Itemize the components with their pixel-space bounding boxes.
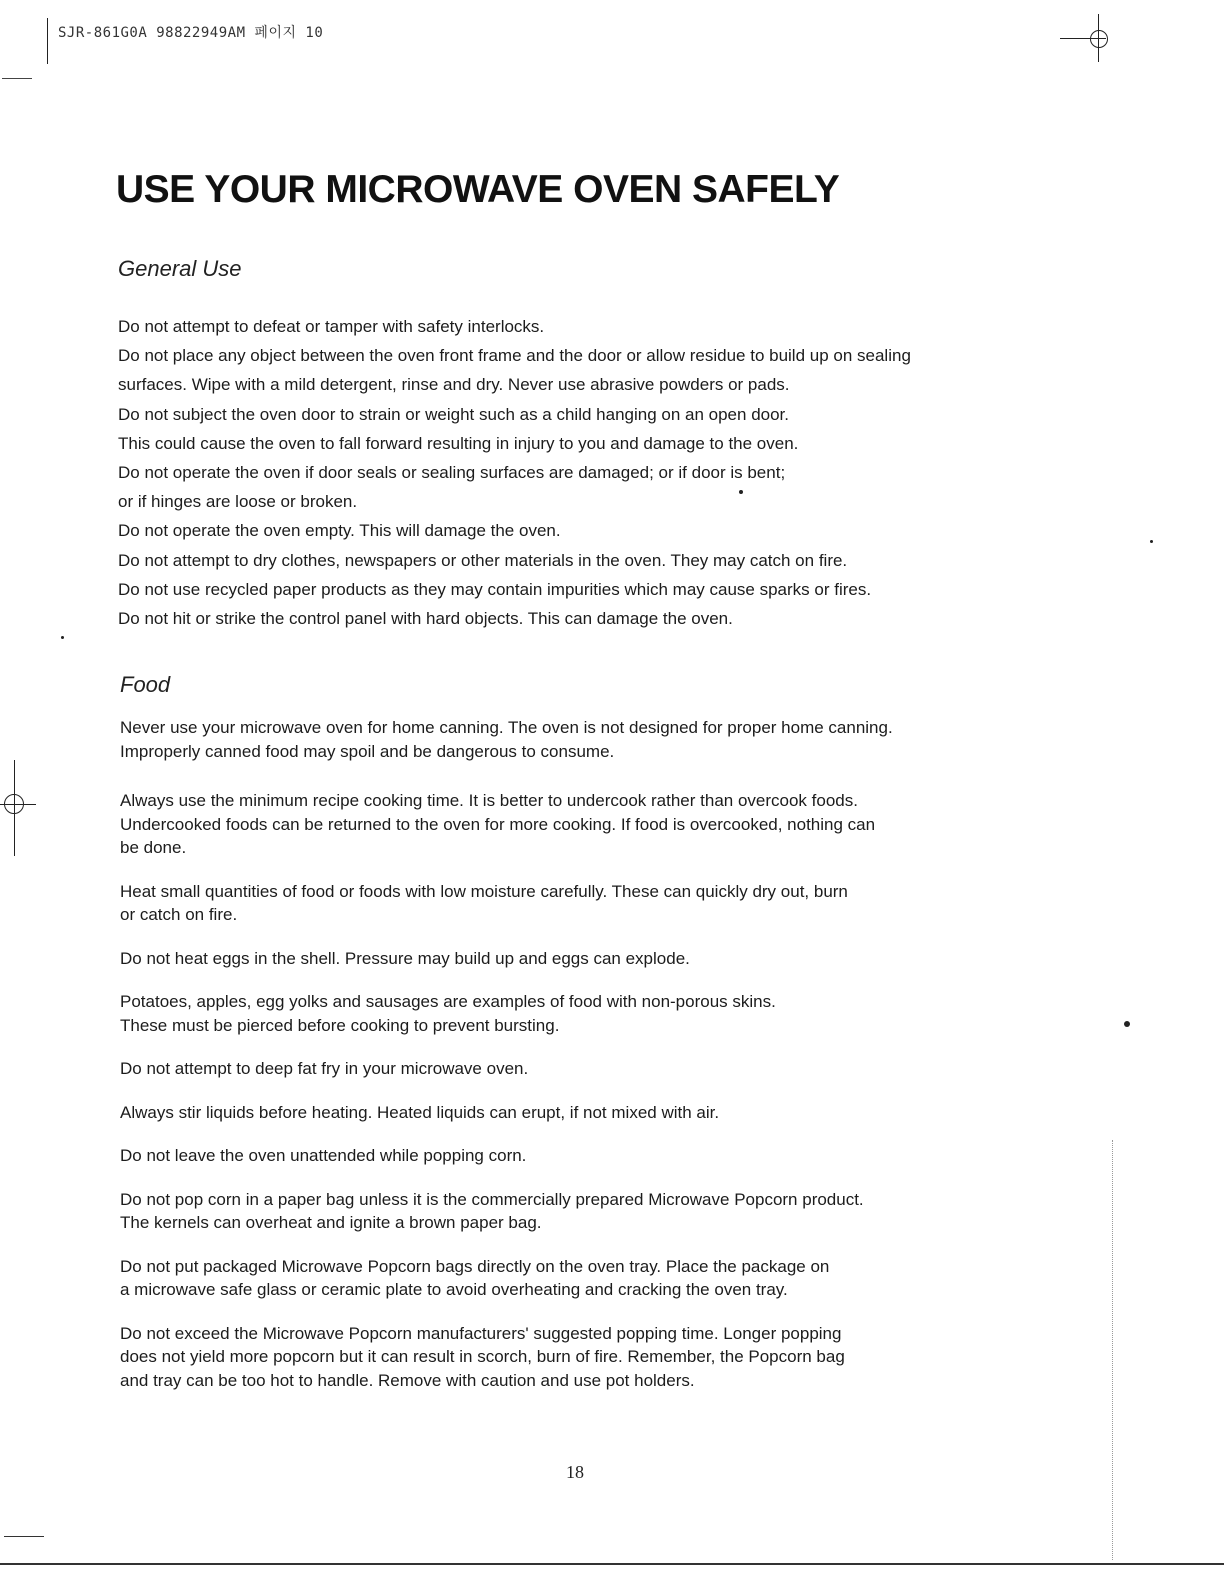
print-header-code: SJR-861G0A 98822949AM 페이지 10 (58, 25, 324, 41)
page-title: USE YOUR MICROWAVE OVEN SAFELY (116, 168, 840, 211)
general-use-line: or if hinges are loose or broken. (118, 492, 358, 512)
food-line: Do not heat eggs in the shell. Pressure may build up and eggs can explode. (120, 948, 690, 968)
food-paragraph (120, 1188, 1020, 1235)
crop-mark (2, 78, 32, 79)
food-line: Do not attempt to deep fat fry in your microwave oven. (120, 1059, 529, 1078)
food-line: Never use your microwave oven for home canning. The oven is not designed for proper home canning. (120, 718, 893, 737)
food-line: Do not pop corn in a paper bag unless it is the commercially prepared Microwave Popcorn product. (120, 1189, 864, 1209)
general-use-line: Do not place any object between the oven front frame and the door or allow residue to build up on sealing (118, 346, 911, 366)
general-use-line: Do not operate the oven empty. This will damage the oven. (118, 521, 561, 541)
food-paragraph (120, 1255, 1020, 1302)
food-line: a microwave safe glass or ceramic plate to avoid overheating and cracking the oven tray. (120, 1280, 788, 1299)
general-use-line: Do not operate the oven if door seals or sealing surfaces are damaged; or if door is bent; (118, 463, 786, 483)
section-heading-general-use: General Use (118, 256, 242, 281)
food-line: Do not leave the oven unattended while popping corn. (120, 1146, 527, 1165)
general-use-line: This could cause the oven to fall forward resulting in injury to you and damage to the oven. (118, 433, 799, 453)
food-line: Potatoes, apples, egg yolks and sausages are examples of food with non-porous skins. (120, 992, 776, 1011)
general-use-line: Do not hit or strike the control panel with hard objects. This can damage the oven. (118, 609, 733, 629)
margin-rule (47, 18, 48, 64)
food-line: These must be pierced before cooking to prevent bursting. (120, 1015, 560, 1035)
food-paragraph (120, 1057, 1020, 1081)
scan-speck (739, 490, 743, 494)
food-paragraph (120, 1101, 1020, 1125)
scan-speck (1150, 540, 1153, 543)
food-line: The kernels can overheat and ignite a brown paper bag. (120, 1213, 542, 1232)
food-line: Do not put packaged Microwave Popcorn bags directly on the oven tray. Place the package on (120, 1256, 830, 1276)
registration-mark-top-right (1060, 14, 1120, 84)
general-use-line: Do not use recycled paper products as they may contain impurities which may cause sparks or fires. (118, 579, 872, 599)
food-line: Always stir liquids before heating. Heated liquids can erupt, if not mixed with air. (120, 1102, 720, 1122)
food-line: does not yield more popcorn but it can result in scorch, burn of fire. Remember, the Popcorn bag (120, 1347, 845, 1366)
food-line: and tray can be too hot to handle. Remove with caution and use pot holders. (120, 1370, 695, 1390)
food-line: Do not exceed the Microwave Popcorn manufacturers' suggested popping time. Longer popping (120, 1323, 842, 1343)
food-paragraph (120, 1322, 1020, 1393)
page-number: 18 (566, 1462, 584, 1482)
scan-artifact-line (1112, 1140, 1114, 1560)
general-use-line: Do not attempt to dry clothes, newspapers or other materials in the oven. They may catch on fire. (118, 550, 848, 570)
scan-speck (1124, 1021, 1130, 1027)
crop-mark (4, 1536, 44, 1537)
food-line: Improperly canned food may spoil and be dangerous to consume. (120, 741, 615, 761)
general-use-line: surfaces. Wipe with a mild detergent, rinse and dry. Never use abrasive powders or pads. (118, 375, 790, 395)
food-paragraph (120, 990, 1020, 1037)
food-paragraph (120, 947, 1020, 971)
food-paragraph (120, 716, 1020, 763)
food-list (120, 716, 1020, 1392)
general-use-list (118, 312, 1018, 633)
scan-speck (61, 636, 64, 639)
food-paragraph (120, 880, 1020, 927)
food-paragraph (120, 789, 1020, 860)
food-line: be done. (120, 838, 187, 857)
general-use-line: Do not subject the oven door to strain or weight such as a child hanging on an open door. (118, 404, 790, 424)
general-use-line: Do not attempt to defeat or tamper with safety interlocks. (118, 317, 545, 336)
food-line: Undercooked foods can be returned to the oven for more cooking. If food is overcooked, nothing can (120, 814, 876, 834)
registration-mark-left (0, 760, 40, 856)
page-bottom-rule (0, 1563, 1224, 1565)
food-paragraph (120, 1144, 1020, 1168)
food-line: Heat small quantities of food or foods with low moisture carefully. These can quickly dry out, burn (120, 881, 848, 901)
section-heading-food: Food (120, 672, 171, 697)
food-line: Always use the minimum recipe cooking time. It is better to undercook rather than overcook foods. (120, 791, 858, 810)
food-line: or catch on fire. (120, 905, 238, 924)
